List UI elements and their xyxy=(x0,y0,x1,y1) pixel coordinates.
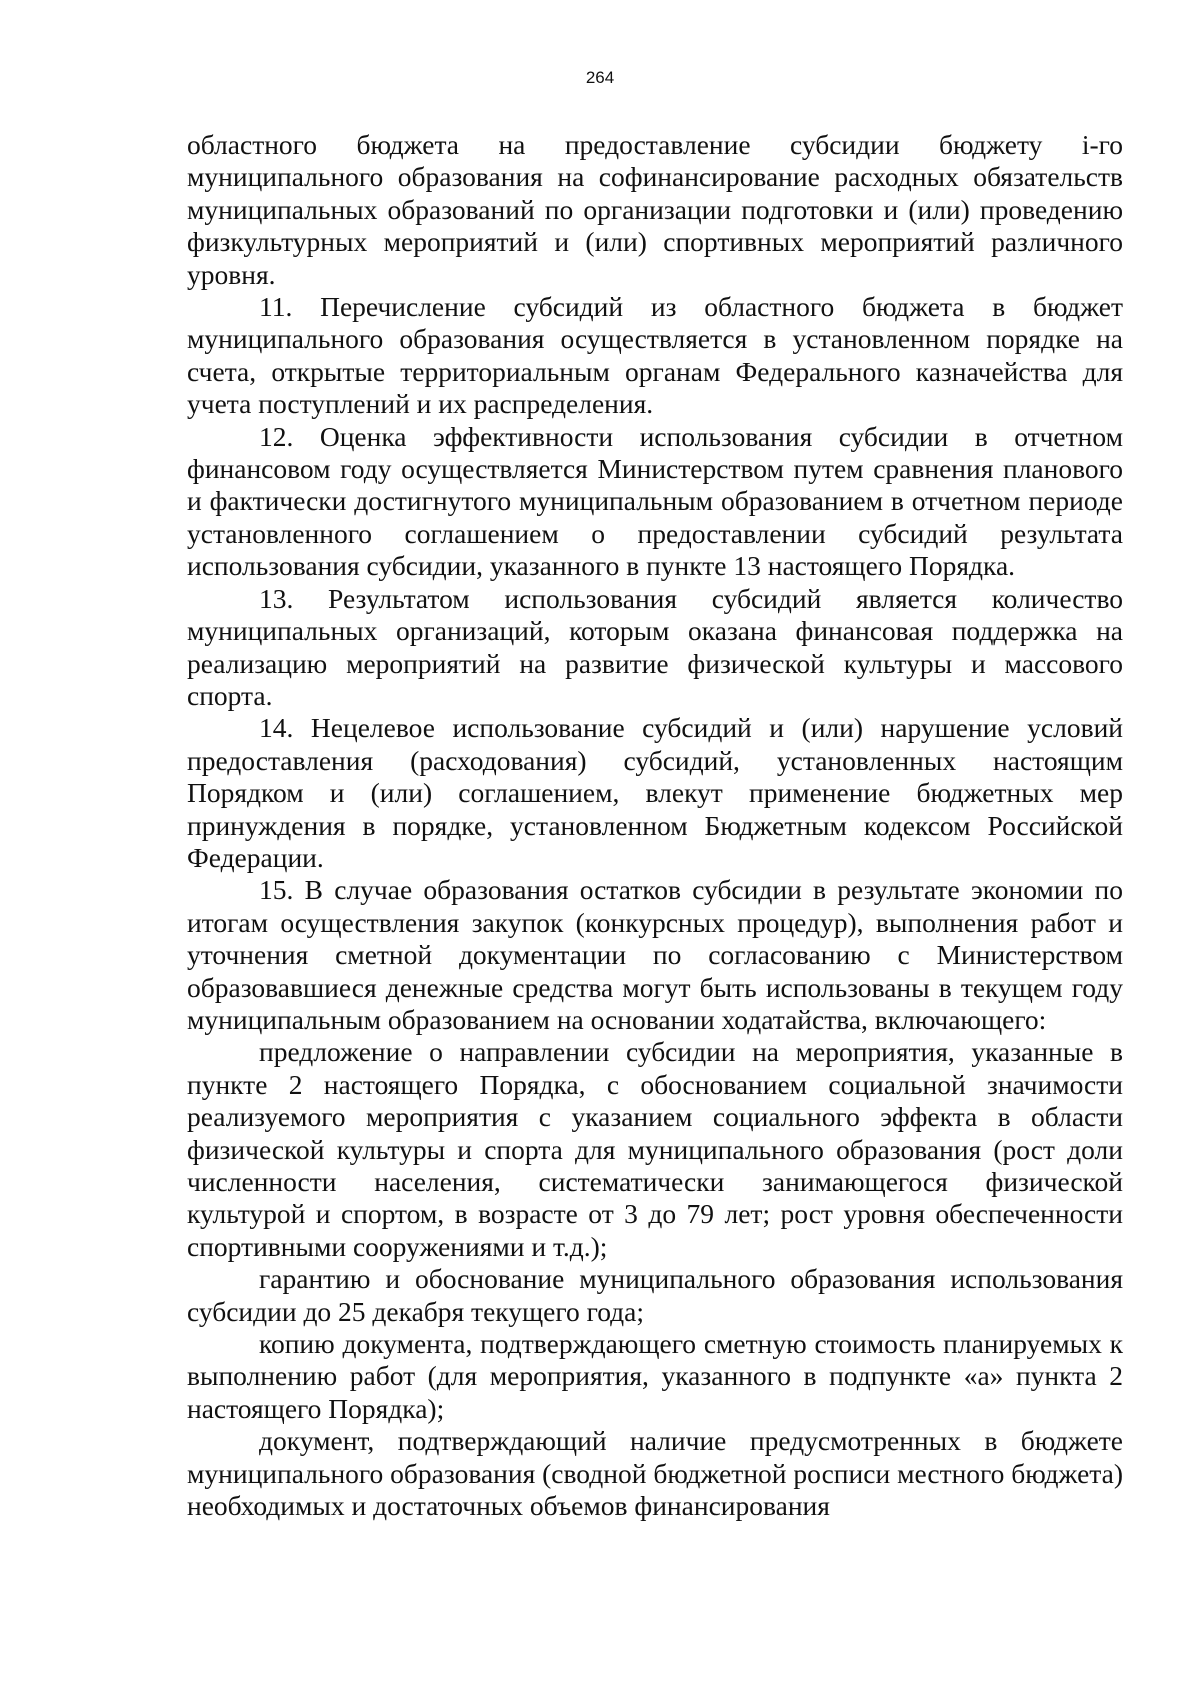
list-item-guarantee: гарантию и обоснование муниципального образования использования субсидии до 25 декабря текущего года; xyxy=(187,1263,1123,1327)
paragraph-11: 11. Перечисление субсидий из областного бюджета в бюджет муниципального образования осуществляется в установленном порядке на счета, открытые территориальным органам Федерального казначейства для учета поступлений и их распределения. xyxy=(187,291,1123,420)
document-body xyxy=(187,129,1123,1522)
paragraph-12: 12. Оценка эффективности использования субсидии в отчетном финансовом году осуществляется Министерством путем сравнения планового и фактически достигнутого муниципальным образованием в отчетном периоде установленного соглашением о предоставлении субсидий результата использования субсидии, указанного в пункте 13 настоящего Порядка. xyxy=(187,420,1123,582)
list-item-funding-document: документ, подтверждающий наличие предусмотренных в бюджете муниципального образования (сводной бюджетной росписи местного бюджета) необходимых и достаточных объемов финансирования xyxy=(187,1425,1123,1522)
page-number: 264 xyxy=(585,68,615,87)
list-item-document-copy: копию документа, подтверждающего сметную стоимость планируемых к выполнению работ (для мероприятия, указанного в подпункте «а» пункта 2 настоящего Порядка); xyxy=(187,1328,1123,1424)
list-item-proposal: предложение о направлении субсидии на мероприятия, указанные в пункте 2 настоящего Порядка, с обоснованием социальной значимости реализуемого мероприятия с указанием социального эффекта в области физической культуры и спорта для муниципального образования (рост доли численности населения, систематически занимающегося физической культурой и спортом, в возрасте от 3 до 79 лет; рост уровня обеспеченности спортивными сооружениями и т.д.); xyxy=(187,1036,1123,1262)
paragraph-14: 14. Нецелевое использование субсидий и (или) нарушение условий предоставления (расходования) субсидий, установленных настоящим Порядком и (или) соглашением, влекут применение бюджетных мер принуждения в порядке, установленном Бюджетным кодексом Российской Федерации. xyxy=(187,712,1123,873)
paragraph-continuation: областного бюджета на предоставление субсидии бюджету i-го муниципального образования на софинансирование расходных обязательств муниципальных образований по организации подготовки и (или) проведению физкультурных мероприятий и (или) спортивных мероприятий различного уровня. xyxy=(187,129,1123,290)
paragraph-15: 15. В случае образования остатков субсидии в результате экономии по итогам осуществления закупок (конкурсных процедур), выполнения работ и уточнения сметной документации по согласованию с Министерством образовавшиеся денежные средства могут быть использованы в текущем году муниципальным образованием на основании ходатайства, включающего: xyxy=(187,874,1123,1035)
paragraph-13: 13. Результатом использования субсидий является количество муниципальных организаций, которым оказана финансовая поддержка на реализацию мероприятий на развитие физической культуры и массового спорта. xyxy=(187,582,1123,711)
